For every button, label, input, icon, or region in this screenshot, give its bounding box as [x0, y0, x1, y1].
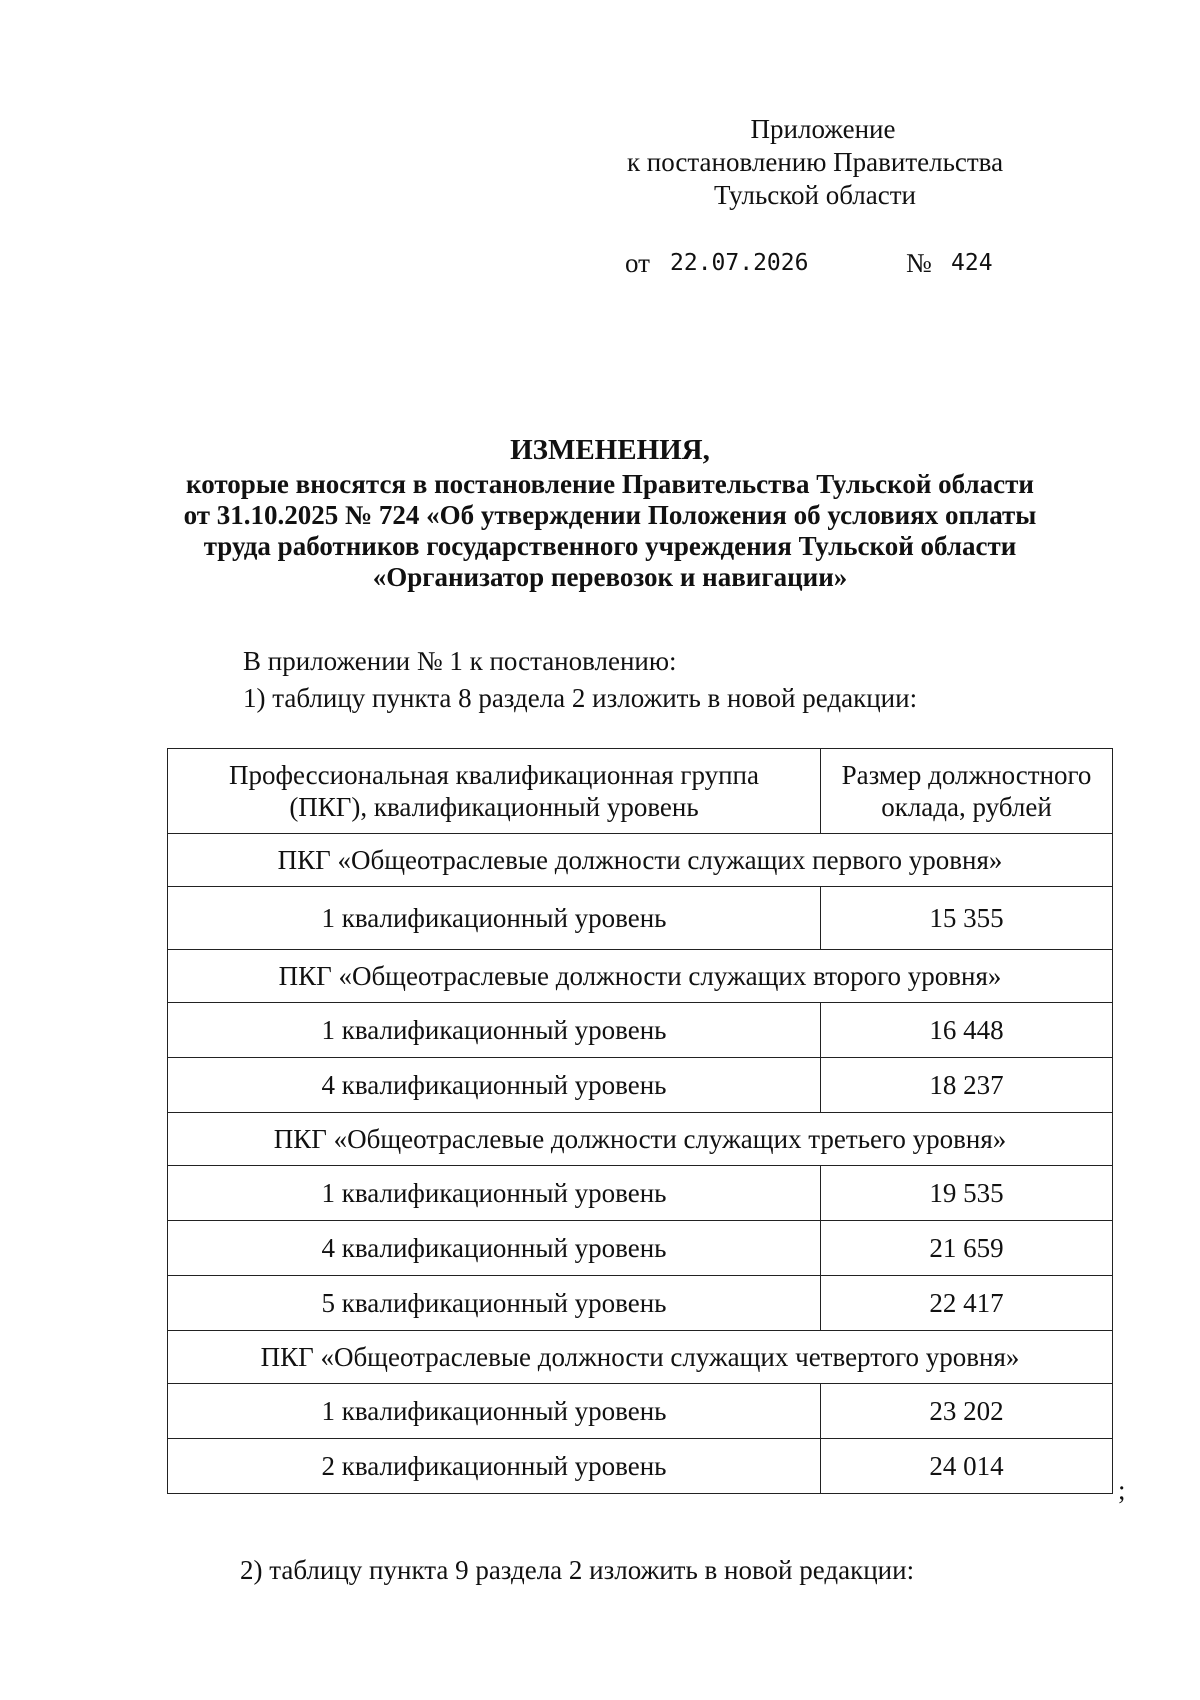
number-sign: №: [906, 248, 932, 278]
title-line: «Организатор перевозок и навигации»: [372, 562, 848, 592]
title-heading: ИЗМЕНЕНИЯ,: [510, 434, 710, 466]
intro-line: В приложении № 1 к постановлению:: [243, 646, 677, 676]
order-date-number: [625, 248, 993, 279]
table-header-row: [168, 749, 1113, 834]
group-name: ПКГ «Общеотраслевые должности служащих третьего уровня»: [168, 1113, 1113, 1166]
group-row: [168, 1113, 1113, 1166]
salary-cell: 23 202: [821, 1384, 1113, 1439]
column-header-salary: [821, 749, 1113, 834]
level-cell: 4 квалификационный уровень: [168, 1058, 821, 1113]
group-row: [168, 1331, 1113, 1384]
table-row: [168, 1221, 1113, 1276]
table-trailing-semicolon: ;: [1118, 1475, 1126, 1505]
level-cell: 2 квалификационный уровень: [168, 1439, 821, 1494]
intro-line: 1) таблицу пункта 8 раздела 2 изложить в новой редакции:: [243, 683, 918, 713]
title-line: от 31.10.2025 № 724 «Об утверждении Положения об условиях оплаты: [183, 500, 1037, 530]
salary-cell: 19 535: [821, 1166, 1113, 1221]
level-cell: 1 квалификационный уровень: [168, 1003, 821, 1058]
table-row: [168, 1276, 1113, 1331]
appendix-header: [610, 113, 1020, 212]
salary-cell: 22 417: [821, 1276, 1113, 1331]
salary-table: [167, 748, 1113, 1494]
column-header-group: [168, 749, 821, 834]
header-text: Профессиональная квалификационная группа: [229, 760, 759, 790]
salary-cell: 16 448: [821, 1003, 1113, 1058]
group-row: [168, 834, 1113, 887]
order-date: 22.07.2026: [670, 250, 809, 276]
level-cell: 1 квалификационный уровень: [168, 1384, 821, 1439]
table-row: [168, 1384, 1113, 1439]
appendix-line: Приложение: [750, 114, 896, 144]
title-line: которые вносятся в постановление Правительства Тульской области: [186, 469, 1034, 499]
title-line: труда работников государственного учреждения Тульской области: [203, 531, 1017, 561]
salary-cell: 15 355: [821, 887, 1113, 950]
appendix-line: Тульской области: [714, 180, 916, 210]
header-text: оклада, рублей: [881, 792, 1052, 822]
group-name: ПКГ «Общеотраслевые должности служащих четвертого уровня»: [168, 1331, 1113, 1384]
outro-line: 2) таблицу пункта 9 раздела 2 изложить в новой редакции:: [240, 1555, 915, 1585]
header-text: Размер должностного: [841, 760, 1092, 790]
salary-cell: 24 014: [821, 1439, 1113, 1494]
group-row: [168, 950, 1113, 1003]
group-name: ПКГ «Общеотраслевые должности служащих первого уровня»: [168, 834, 1113, 887]
date-prefix: от: [625, 248, 650, 278]
group-name: ПКГ «Общеотраслевые должности служащих второго уровня»: [168, 950, 1113, 1003]
level-cell: 1 квалификационный уровень: [168, 1166, 821, 1221]
order-number: 424: [951, 250, 993, 276]
level-cell: 1 квалификационный уровень: [168, 887, 821, 950]
table-row: [168, 1058, 1113, 1113]
table-row: [168, 1166, 1113, 1221]
salary-cell: 18 237: [821, 1058, 1113, 1113]
document-title: [130, 435, 1090, 593]
appendix-line: к постановлению Правительства: [626, 147, 1004, 177]
header-text: (ПКГ), квалификационный уровень: [289, 792, 699, 822]
level-cell: 4 квалификационный уровень: [168, 1221, 821, 1276]
salary-cell: 21 659: [821, 1221, 1113, 1276]
level-cell: 5 квалификационный уровень: [168, 1276, 821, 1331]
table-row: [168, 887, 1113, 950]
table-row: [168, 1439, 1113, 1494]
table-row: [168, 1003, 1113, 1058]
